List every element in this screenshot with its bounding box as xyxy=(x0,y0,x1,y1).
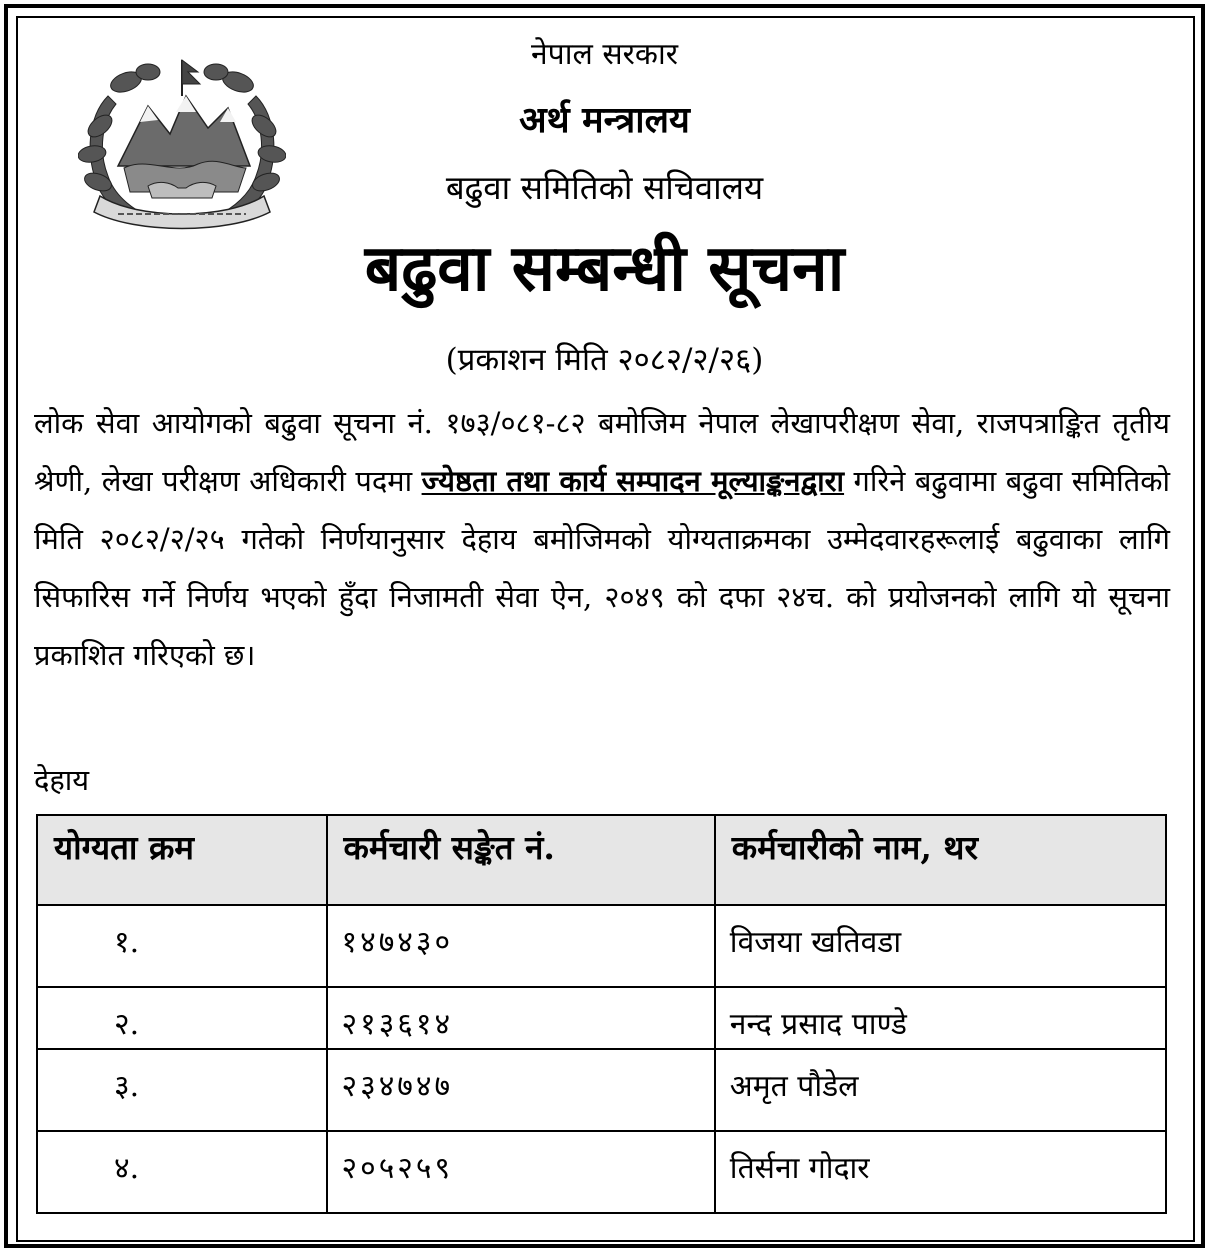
code-cell: १४७४३० xyxy=(327,905,715,987)
code-cell: २०५२५९ xyxy=(327,1131,715,1213)
ministry-name: अर्थ मन्त्रालय xyxy=(519,99,690,141)
header-rank: योग्यता क्रम xyxy=(37,815,327,905)
notice-title: बढुवा सम्बन्धी सूचना xyxy=(364,231,845,306)
rank-cell: २. xyxy=(37,987,327,1049)
header-employee-code: कर्मचारी सङ्केत नं. xyxy=(327,815,715,905)
publication-date: (प्रकाशन मिति २०८२/२/२६) xyxy=(445,342,764,378)
code-cell: २१३६१४ xyxy=(327,987,715,1049)
schedule-label: देहाय xyxy=(34,763,90,797)
government-name: नेपाल सरकार xyxy=(531,37,678,72)
rank-cell: ४. xyxy=(37,1131,327,1213)
table-row xyxy=(37,1049,1166,1131)
name-cell: विजया खतिवडा xyxy=(715,905,1166,987)
rank-cell: ३. xyxy=(37,1049,327,1131)
notice-body xyxy=(34,394,1170,684)
rank-cell: १. xyxy=(37,905,327,987)
table-row xyxy=(37,987,1166,1049)
table-row xyxy=(37,1131,1166,1213)
name-cell: अमृत पौडेल xyxy=(715,1049,1166,1131)
body-text-part2: गरिने बढुवामा बढुवा समितिको मिति २०८२/२/२५ गतेको निर्णयानुसार देहाय बमोजिमको योग्यताक्रमका उम्मेदवारहरूलाई बढुवाका लागि सिफारिस गर्ने निर्णय भएको हुँदा निजामती सेवा ऐन, २०४९ को दफा २४च. को प्रयोजनको लागि यो सूचना प्रकाशित गरिएको छ। xyxy=(34,464,1171,672)
name-cell: तिर्सना गोदार xyxy=(715,1131,1166,1213)
table-header-row xyxy=(37,815,1166,905)
code-cell: २३४७४७ xyxy=(327,1049,715,1131)
secretariat-name: बढुवा समितिको सचिवालय xyxy=(445,168,764,207)
name-cell: नन्द प्रसाद पाण्डे xyxy=(715,987,1166,1049)
body-underlined-text: ज्येष्ठता तथा कार्य सम्पादन मूल्याङ्कनद्वारा xyxy=(421,464,845,498)
table-row xyxy=(37,905,1166,987)
candidates-table xyxy=(36,814,1167,1214)
body-text-part1: लोक सेवा आयोगको बढुवा सूचना नं. १७३/०८१-८२ बमोजिम नेपाल लेखापरीक्षण सेवा, राजपत्राङ्कित तृतीय श्रेणी, लेखा परीक्षण अधिकारी पदमा xyxy=(34,406,1170,498)
header-employee-name: कर्मचारीको नाम, थर xyxy=(715,815,1166,905)
